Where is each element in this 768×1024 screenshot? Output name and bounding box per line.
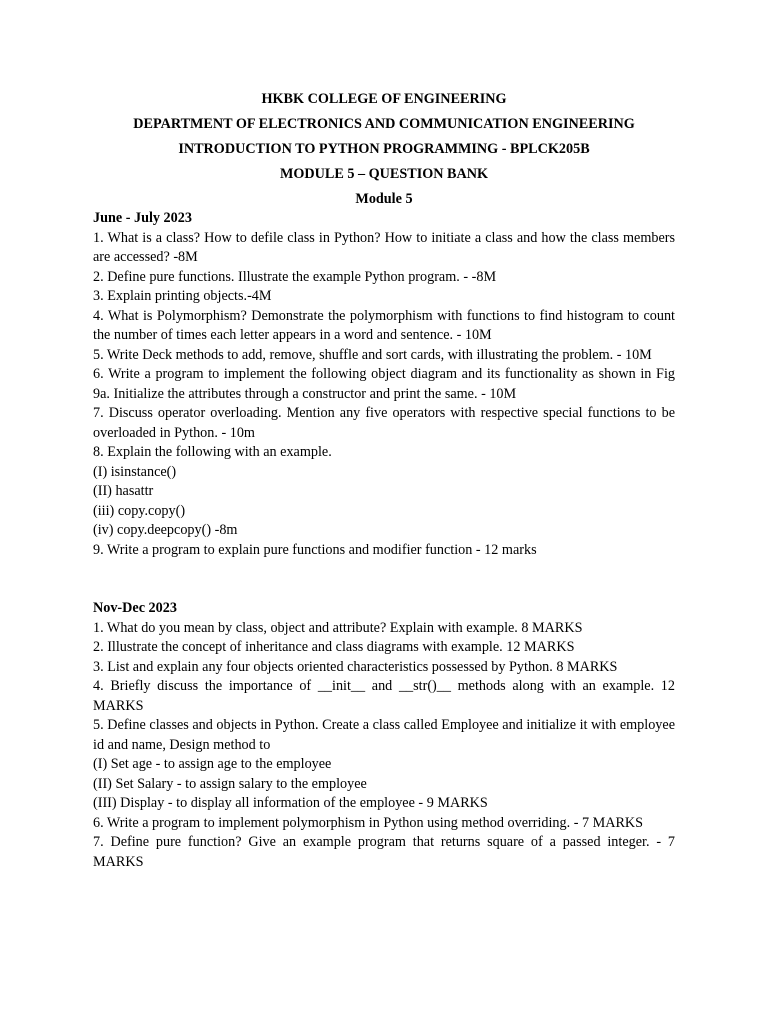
question-line: 4. Briefly discuss the importance of __init__ and __str()__ methods along with an example. 12 MARKS	[93, 678, 675, 714]
section-june-july-2023	[93, 209, 675, 560]
question-line: 1. What do you mean by class, object and attribute? Explain with example. 8 MARKS	[93, 619, 583, 636]
question-line: 3. List and explain any four objects oriented characteristics possessed by Python. 8 MARKS	[93, 658, 618, 675]
sub-item-line: (iii) copy.copy()	[93, 502, 186, 519]
question-line: 6. Write a program to implement polymorphism in Python using method overriding. - 7 MARKS	[93, 814, 644, 831]
sub-item-line: (iv) copy.deepcopy() -8m	[93, 522, 238, 538]
college-title: HKBK COLLEGE OF ENGINEERING	[261, 91, 507, 107]
question-line: 3. Explain printing objects.-4M	[93, 288, 272, 304]
question-line: 7. Discuss operator overloading. Mention any five operators with respective special functions to be overloaded in Python. - 10m	[93, 405, 675, 441]
section-nov-dec-2023	[93, 599, 675, 872]
question-line: 2. Illustrate the concept of inheritance and class diagrams with example. 12 MARKS	[93, 639, 575, 655]
department-title: DEPARTMENT OF ELECTRONICS AND COMMUNICATION ENGINEERING	[133, 116, 635, 132]
question-line: 4. What is Polymorphism? Demonstrate the polymorphism with functions to find histogram to count the number of times each letter appears in a word and sentence. - 10M	[93, 307, 675, 343]
question-line: 8. Explain the following with an example.	[93, 444, 332, 460]
question-line: 5. Define classes and objects in Python. Create a class called Employee and initialize it with employee id and name, Design method to	[93, 717, 675, 753]
sub-item-line: (II) Set Salary - to assign salary to the employee	[93, 775, 367, 792]
sub-item-line: (I) Set age - to assign age to the employee	[93, 756, 332, 772]
question-bank-title: MODULE 5 – QUESTION BANK	[279, 166, 489, 182]
question-line: 7. Define pure function? Give an example program that returns square of a passed integer. - 7 MARKS	[93, 834, 675, 870]
section-spacer	[93, 560, 675, 599]
question-line: 2. Define pure functions. Illustrate the example Python program. - -8M	[93, 268, 497, 285]
question-line: 5. Write Deck methods to add, remove, shuffle and sort cards, with illustrating the problem. - 10M	[93, 346, 652, 363]
module-title: Module 5	[355, 191, 413, 207]
sub-item-line: (I) isinstance()	[93, 463, 177, 480]
question-line: 1. What is a class? How to defile class in Python? How to initiate a class and how the class members are accessed? -8M	[93, 229, 675, 265]
question-line: 9. Write a program to explain pure functions and modifier function - 12 marks	[93, 541, 537, 558]
sub-item-line: (III) Display - to display all information of the employee - 9 MARKS	[93, 795, 488, 811]
section-heading: June - July 2023	[93, 210, 192, 226]
course-title: INTRODUCTION TO PYTHON PROGRAMMING - BPLCK205B	[178, 141, 590, 157]
question-line: 6. Write a program to implement the following object diagram and its functionality as shown in Fig 9a. Initialize the attributes through a constructor and print the same. - 10M	[93, 366, 675, 402]
section-heading: Nov-Dec 2023	[93, 600, 177, 616]
sub-item-line: (II) hasattr	[93, 483, 154, 499]
